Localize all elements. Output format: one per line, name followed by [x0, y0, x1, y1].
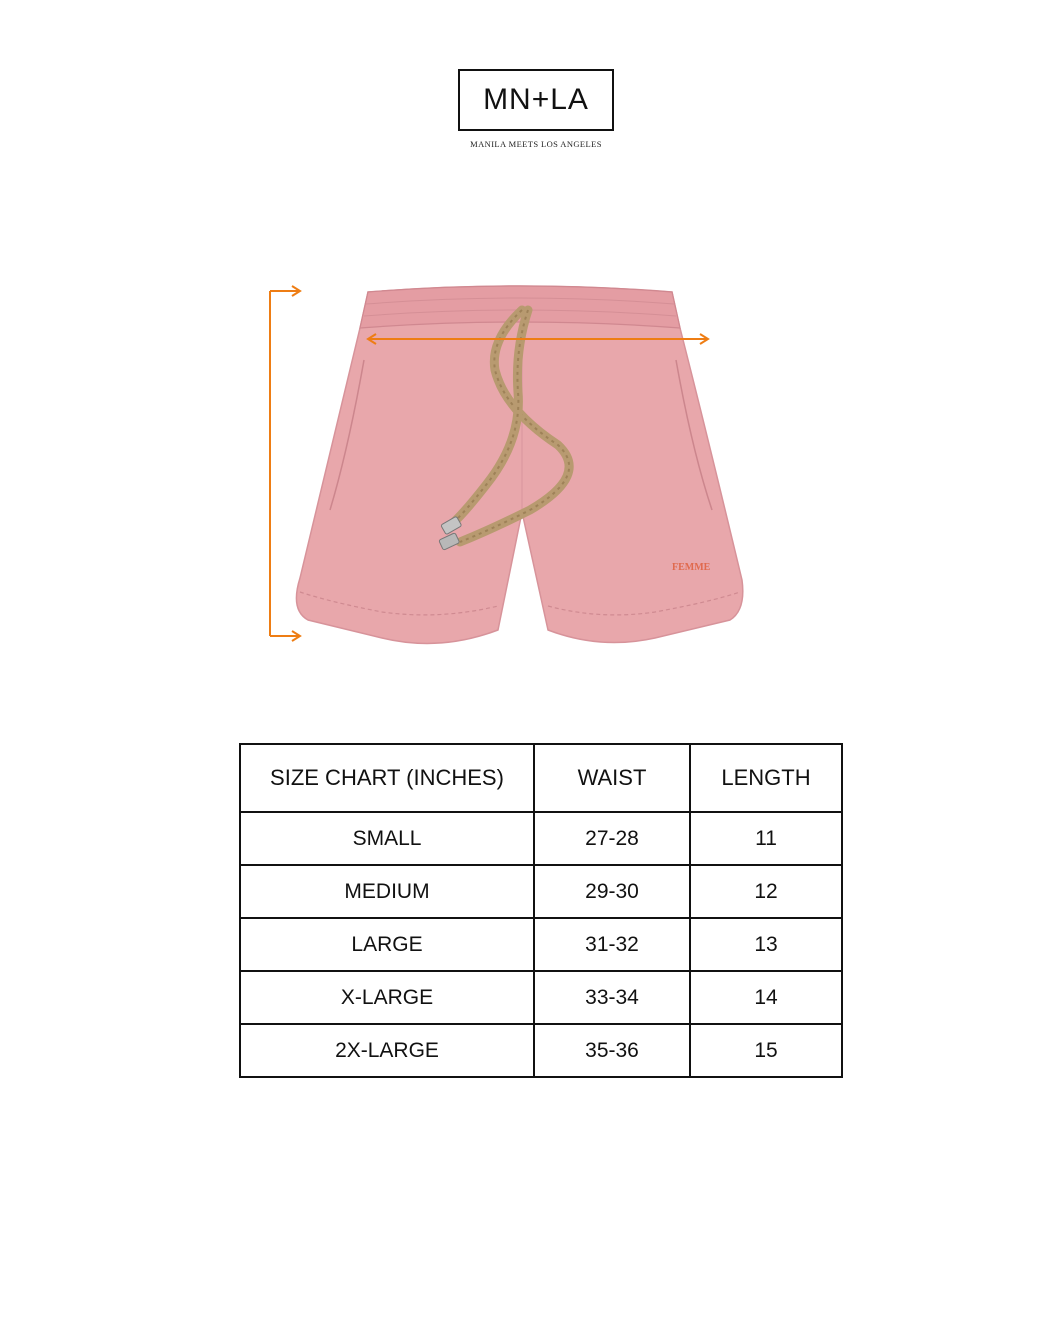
waist-cell: 31-32 — [534, 918, 690, 971]
table-row — [240, 812, 842, 865]
size-cell: X-LARGE — [240, 971, 534, 1024]
length-cell: 15 — [690, 1024, 842, 1077]
brand-tagline: MANILA MEETS LOS ANGELES — [470, 139, 602, 149]
length-measure-arrow-icon — [270, 286, 300, 641]
brand-logo-text: MN+LA — [483, 83, 589, 116]
size-chart-header-row — [240, 744, 842, 812]
table-row — [240, 971, 842, 1024]
size-cell: LARGE — [240, 918, 534, 971]
size-cell: 2X-LARGE — [240, 1024, 534, 1077]
header-size-chart: SIZE CHART (INCHES) — [240, 744, 534, 812]
table-row — [240, 865, 842, 918]
size-chart-table — [239, 743, 843, 1078]
header-waist: WAIST — [534, 744, 690, 812]
waist-cell: 35-36 — [534, 1024, 690, 1077]
embroidery-label: FEMME — [672, 562, 711, 573]
waist-cell: 27-28 — [534, 812, 690, 865]
length-cell: 12 — [690, 865, 842, 918]
product-image — [260, 280, 780, 660]
waist-cell: 33-34 — [534, 971, 690, 1024]
length-cell: 13 — [690, 918, 842, 971]
table-row — [240, 918, 842, 971]
size-cell: SMALL — [240, 812, 534, 865]
brand-logo — [458, 69, 614, 131]
table-row — [240, 1024, 842, 1077]
waist-cell: 29-30 — [534, 865, 690, 918]
length-cell: 14 — [690, 971, 842, 1024]
size-cell: MEDIUM — [240, 865, 534, 918]
header-length: LENGTH — [690, 744, 842, 812]
length-cell: 11 — [690, 812, 842, 865]
